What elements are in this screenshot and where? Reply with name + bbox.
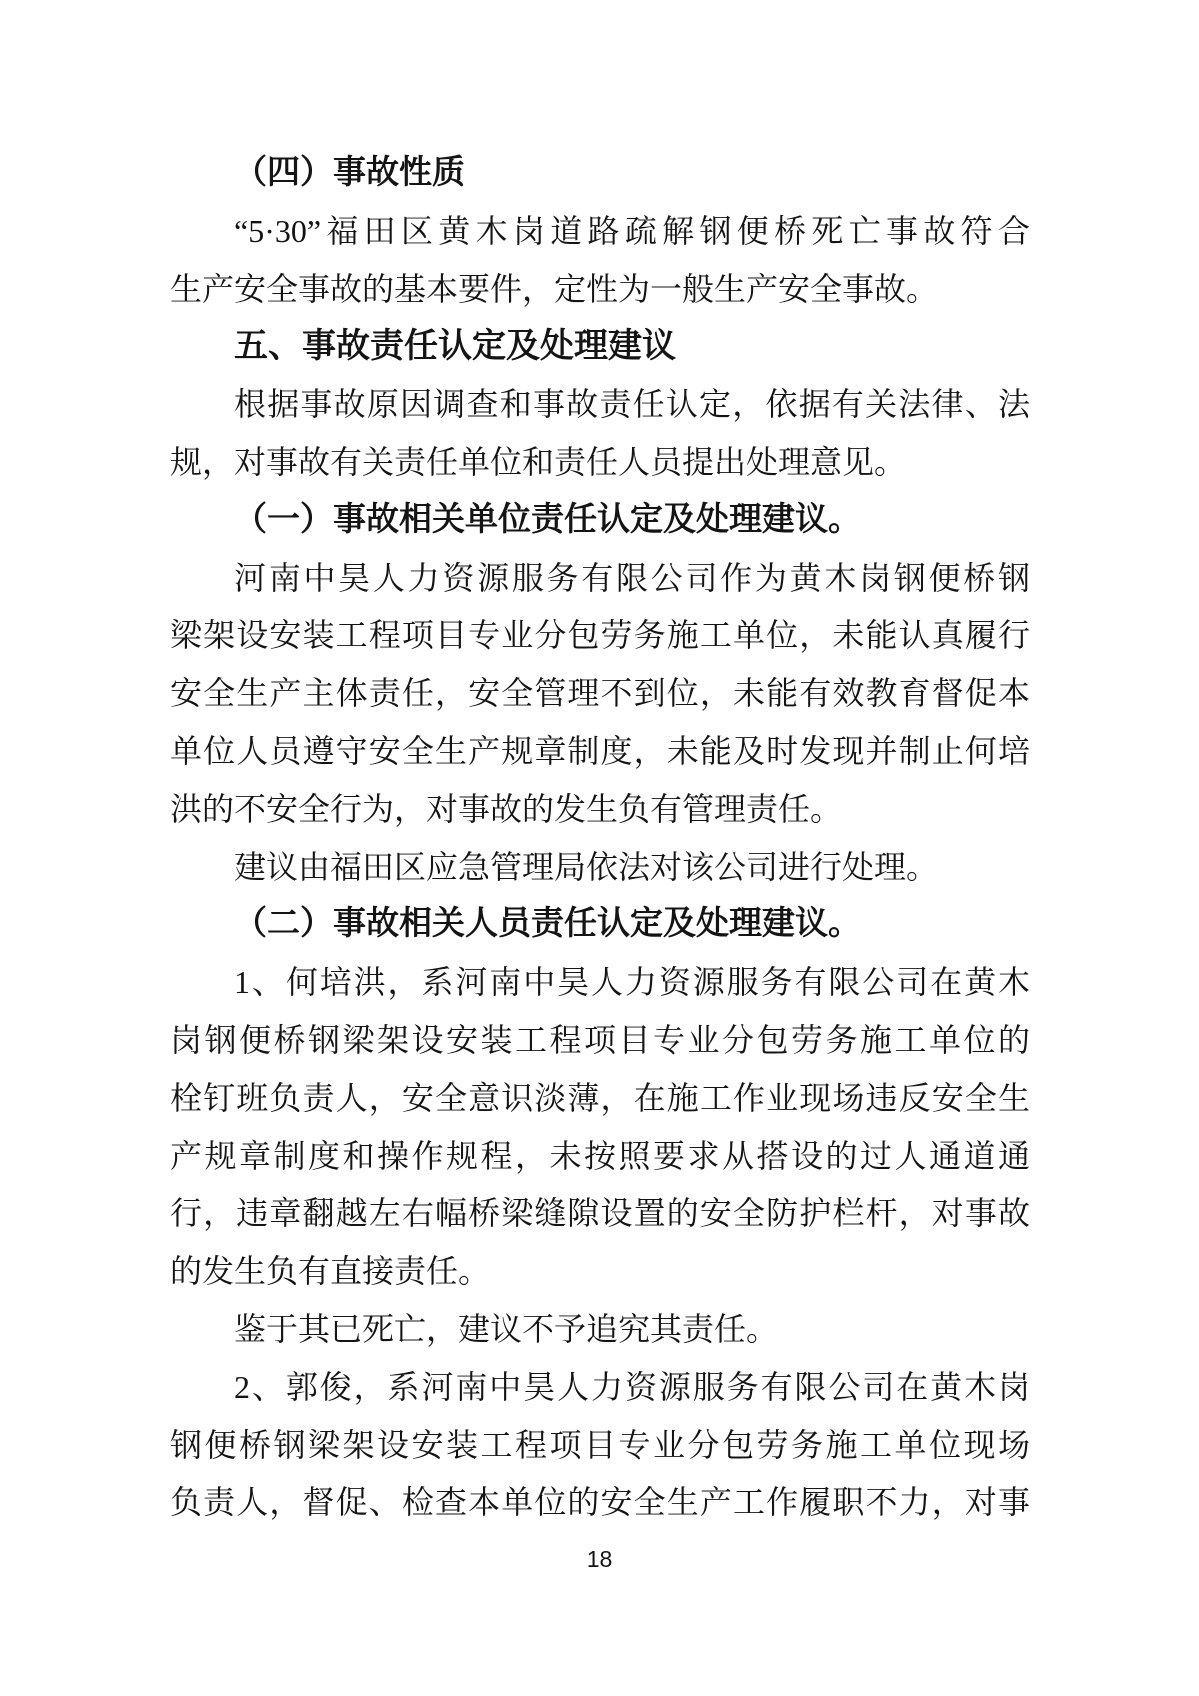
body-text-line: 建议由福田区应急管理局依法对该公司进行处理。 (234, 848, 939, 885)
body-text-line: 规，对事故有关责任单位和责任人员提出处理意见。 (170, 443, 907, 480)
body-text-line: 河南中昊人力资源服务有限公司作为黄木岗钢便桥钢 (234, 559, 1030, 596)
body-text-line: 生产安全事故的基本要件，定性为一般生产安全事故。 (170, 270, 939, 307)
page-number: 18 (586, 1546, 613, 1572)
body-text-line: 鉴于其已死亡，建议不予追究其责任。 (234, 1310, 779, 1347)
body-text-line: 根据事故原因调查和事故责任认定，依据有关法律、法 (234, 386, 1030, 423)
heading-subsection-two-person-liability: （二）事故相关人员责任认定及处理建议。 (234, 906, 861, 943)
body-text-line: 1、何培洪，系河南中昊人力资源服务有限公司在黄木 (234, 964, 1030, 1001)
body-text-line: 产规章制度和操作规程，未按照要求从搭设的过人通道通 (170, 1137, 1030, 1174)
body-text-line: 负责人，督促、检查本单位的安全生产工作履职不力，对事 (170, 1484, 1030, 1521)
body-text-line: 洪的不安全行为，对事故的发生负有管理责任。 (170, 790, 843, 827)
body-text-line: 安全生产主体责任，安全管理不到位，未能有效教育督促本 (170, 675, 1030, 712)
body-text-line: 栓钉班负责人，安全意识淡薄，在施工作业现场违反安全生 (170, 1079, 1030, 1116)
heading-section-four-accident-nature: （四）事故性质 (234, 155, 465, 191)
body-text-line: 的发生负有直接责任。 (170, 1253, 491, 1290)
body-text-line: 2、郭俊，系河南中昊人力资源服务有限公司在黄木岗 (234, 1368, 1030, 1405)
heading-section-five-responsibility: 五、事故责任认定及处理建议 (234, 327, 676, 366)
body-text-line: 钢便桥钢梁架设安装工程项目专业分包劳务施工单位现场 (170, 1426, 1030, 1463)
body-text-line: “5·30”福田区黄木岗道路疏解钢便桥死亡事故符合 (234, 212, 1030, 249)
document-body (170, 145, 1030, 1532)
heading-subsection-one-unit-liability: （一）事故相关单位责任认定及处理建议。 (234, 501, 861, 538)
body-text-line: 梁架设安装工程项目专业分包劳务施工单位，未能认真履行 (170, 617, 1030, 654)
body-text-line: 岗钢便桥钢梁架设安装工程项目专业分包劳务施工单位的 (170, 1021, 1030, 1058)
body-text-line: 行，违章翻越左右幅桥梁缝隙设置的安全防护栏杆，对事故 (170, 1195, 1030, 1232)
body-text-line: 单位人员遵守安全生产规章制度，未能及时发现并制止何培 (170, 732, 1030, 769)
